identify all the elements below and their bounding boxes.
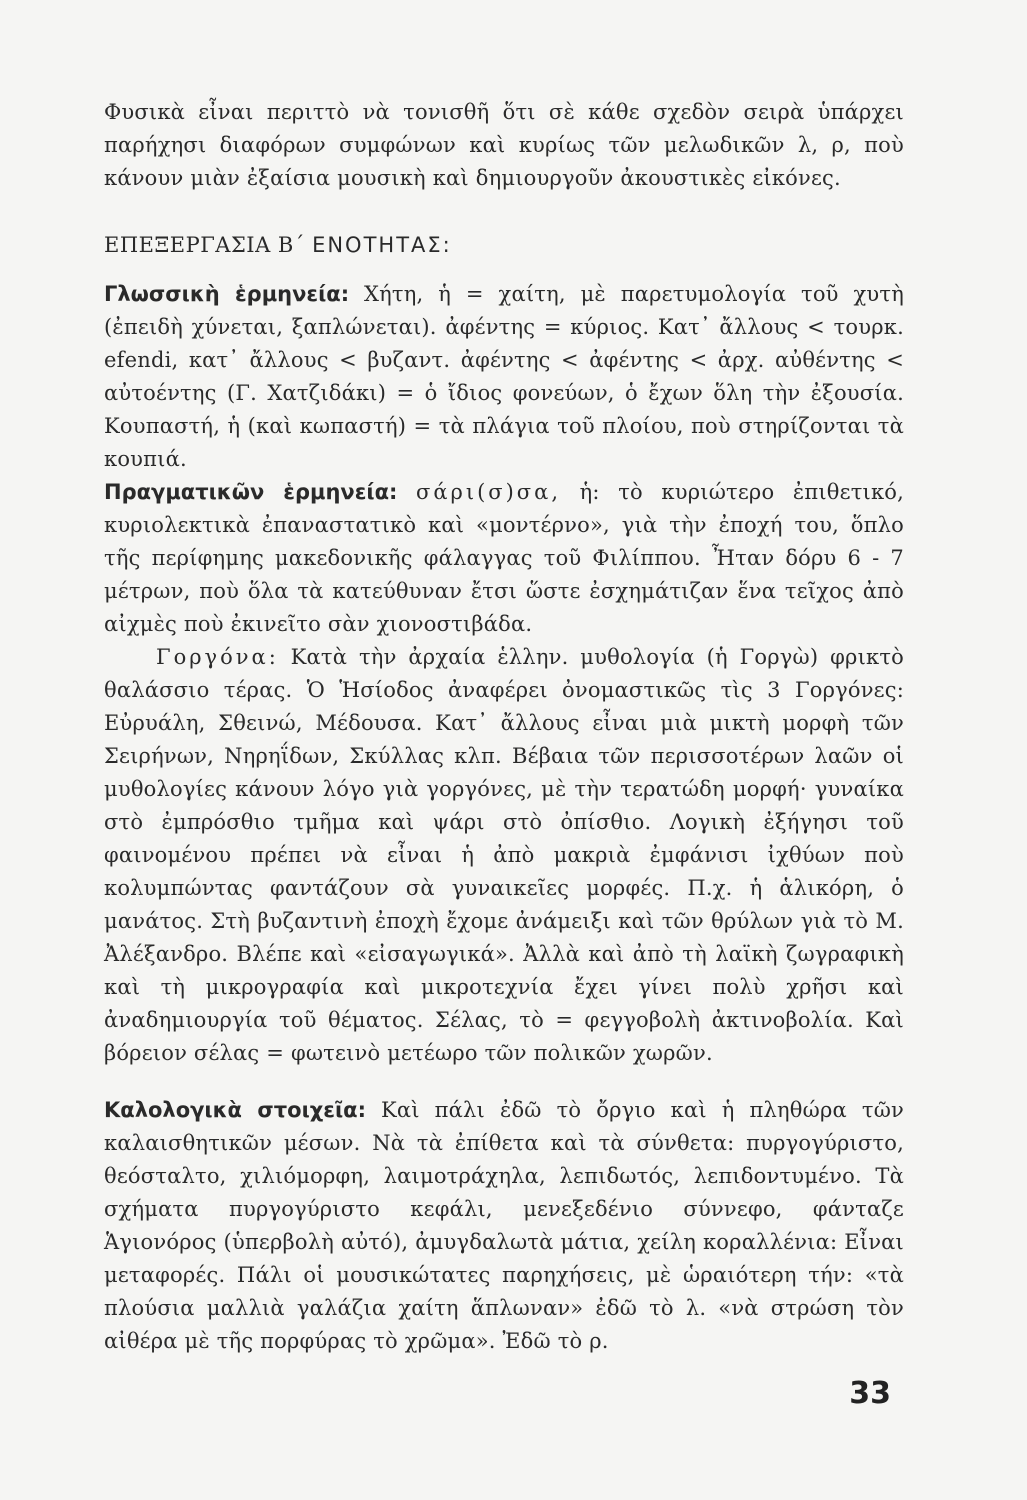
kalologika-paragraph (104, 1094, 904, 1358)
heading-part1: ΕΠΕΞΕΡΓΑΣΙΑ Β΄ (104, 233, 305, 257)
gorgona-text: Κατὰ τὴν ἀρχαία ἑλλην. μυθολογία (ἡ Γοργὼ) φρικτὸ θαλάσσιο τέρας. Ὁ Ἡσίοδος ἀναφέρει ὀνομαστικῶς τὶς 3 Γοργόνες: Εὐρυάλη, Σθεινώ, Μέδουσα. Κατ᾿ ἄλλους εἶναι μιὰ μικτὴ μορφὴ τῶν Σειρήνων, Νηρηΐδων, Σκύλλας κλπ. Βέβαια τῶν περισσοτέρων λαῶν οἱ μυθολογίες κάνουν λόγο γιὰ γοργόνες, μὲ τὴν τερατώδη μορφή· γυναίκα στὸ ἐμπρόσθιο τμῆμα καὶ ψάρι στὸ ὀπίσθιο. Λογικὴ ἐξήγησι τοῦ φαινομένου πρέπει νὰ εἶναι ἡ ἀπὸ μακριὰ ἐμφάνισι ἰχθύων ποὺ κολυμπώντας φαντάζουν σὰ γυναικεῖες μορφές. Π.χ. ἡ ἁλικόρη, ὁ μανάτος. Στὴ βυζαντινὴ ἐποχὴ ἔχομε ἀνάμειξι καὶ τῶν θρύλων γιὰ τὸ Μ. Ἀλέξανδρο. Βλέπε καὶ «εἰσαγωγικά». Ἀλλὰ καὶ ἀπὸ τὴ λαϊκὴ ζωγραφικὴ καὶ τὴ μικρογραφία καὶ μικροτεχνία ἔχει γίνει πολὺ χρῆσι καὶ ἀναδημιουργία τοῦ θέματος. Σέλας, τὸ = φεγγοβολὴ ἀκτινοβολία. Καὶ βόρειον σέλας = φωτεινὸ μετέωρο τῶν πολικῶν χωρῶν. (104, 645, 904, 1065)
glossiki-label: Γλωσσικὴ ἑρμηνεία: (104, 282, 350, 306)
pragmatikon-text: ἡ: τὸ κυριώτερο ἐπιθετικό, κυριολεκτικὰ ἐπαναστατικὸ καὶ «μοντέρνο», γιὰ τὴν ἐποχή του, ὅπλο τῆς περίφημης μακεδονικῆς φάλαγγας τοῦ Φιλίππου. Ἦταν δόρυ 6 - 7 μέτρων, ποὺ ὅλα τὰ κατεύθυναν ἔτσι ὥστε ἐσχημάτιζαν ἕνα τεῖχος ἀπὸ αἰχμὲς ποὺ ἐκινεῖτο σὰν χιονοστιβάδα. (104, 480, 904, 636)
intro-paragraph (104, 96, 904, 195)
pragmatikon-term: σάρι(σ)σα, (415, 480, 561, 504)
kalologika-text: Καὶ πάλι ἐδῶ τὸ ὄργιο καὶ ἡ πληθώρα τῶν καλαισθητικῶν μέσων. Νὰ τὰ ἐπίθετα καὶ τὰ σύνθετα: πυργογύριστο, θεόσταλτο, χιλιόμορφη, λαιμοτράχηλα, λεπιδωτός, λεπιδοντυμένο. Τὰ σχήματα πυργογύριστο κεφάλι, μενεξεδένιο σύννεφο, φάνταζε Ἁγιονόρος (ὑπερβολὴ αὐτό), ἀμυγδαλωτὰ μάτια, χείλη κοραλλένια: Εἶναι μεταφορές. Πάλι οἱ μουσικώτατες παρηχήσεις, μὲ ὡραιότερη τήν: «τὰ πλούσια μαλλιὰ γαλάζια χαίτη ἅπλωναν» ἐδῶ τὸ λ. «νὰ στρώση τὸν αἰθέρα μὲ τῆς πορφύρας τὸ χρῶμα». Ἐδῶ τὸ ρ. (104, 1098, 904, 1353)
gorgona-term: Γοργόνα: (156, 645, 279, 669)
pragmatikon-paragraph (104, 476, 904, 641)
heading-part2: ΕΝΟΤΗΤΑΣ: (312, 233, 452, 257)
glossiki-text: Χήτη, ἡ = χαίτη, μὲ παρετυμολογία τοῦ χυτὴ (ἐπειδὴ χύνεται, ξαπλώνεται). ἀφέντης = κύριος. Κατ᾿ ἄλλους < τουρκ. efendi, κατ᾿ ἄλλους < βυζαντ. ἀφέντης < ἀφέντης < ἀρχ. αὐθέντης < αὐτοέντης (Γ. Χατζιδάκι) = ὁ ἴδιος φονεύων, ὁ ἔχων ὅλη τὴν ἐξουσία. Κουπαστή, ἡ (καὶ κωπαστή) = τὰ πλάγια τοῦ πλοίου, ποὺ στηρίζονται τὰ κουπιά. (104, 282, 904, 471)
gorgona-paragraph (104, 641, 904, 1070)
intro-text: Φυσικὰ εἶναι περιττὸ νὰ τονισθῆ ὅτι σὲ κάθε σχεδὸν σειρὰ ὑπάρχει παρήχησι διαφόρων συμφώνων καὶ κυρίως τῶν μελωδικῶν λ, ρ, ποὺ κάνουν μιὰν ἐξαίσια μουσικὴ καὶ δημιουργοῦν ἀκουστικὲς εἰκόνες. (104, 100, 904, 190)
kalologika-label: Καλολογικὰ στοιχεῖα: (104, 1098, 366, 1122)
pragmatikon-label: Πραγματικῶν ἑρμηνεία: (104, 480, 398, 504)
page-body (104, 96, 904, 1358)
section-heading (104, 229, 904, 262)
glossiki-paragraph (104, 278, 904, 476)
page-number: 33 (849, 1376, 891, 1411)
